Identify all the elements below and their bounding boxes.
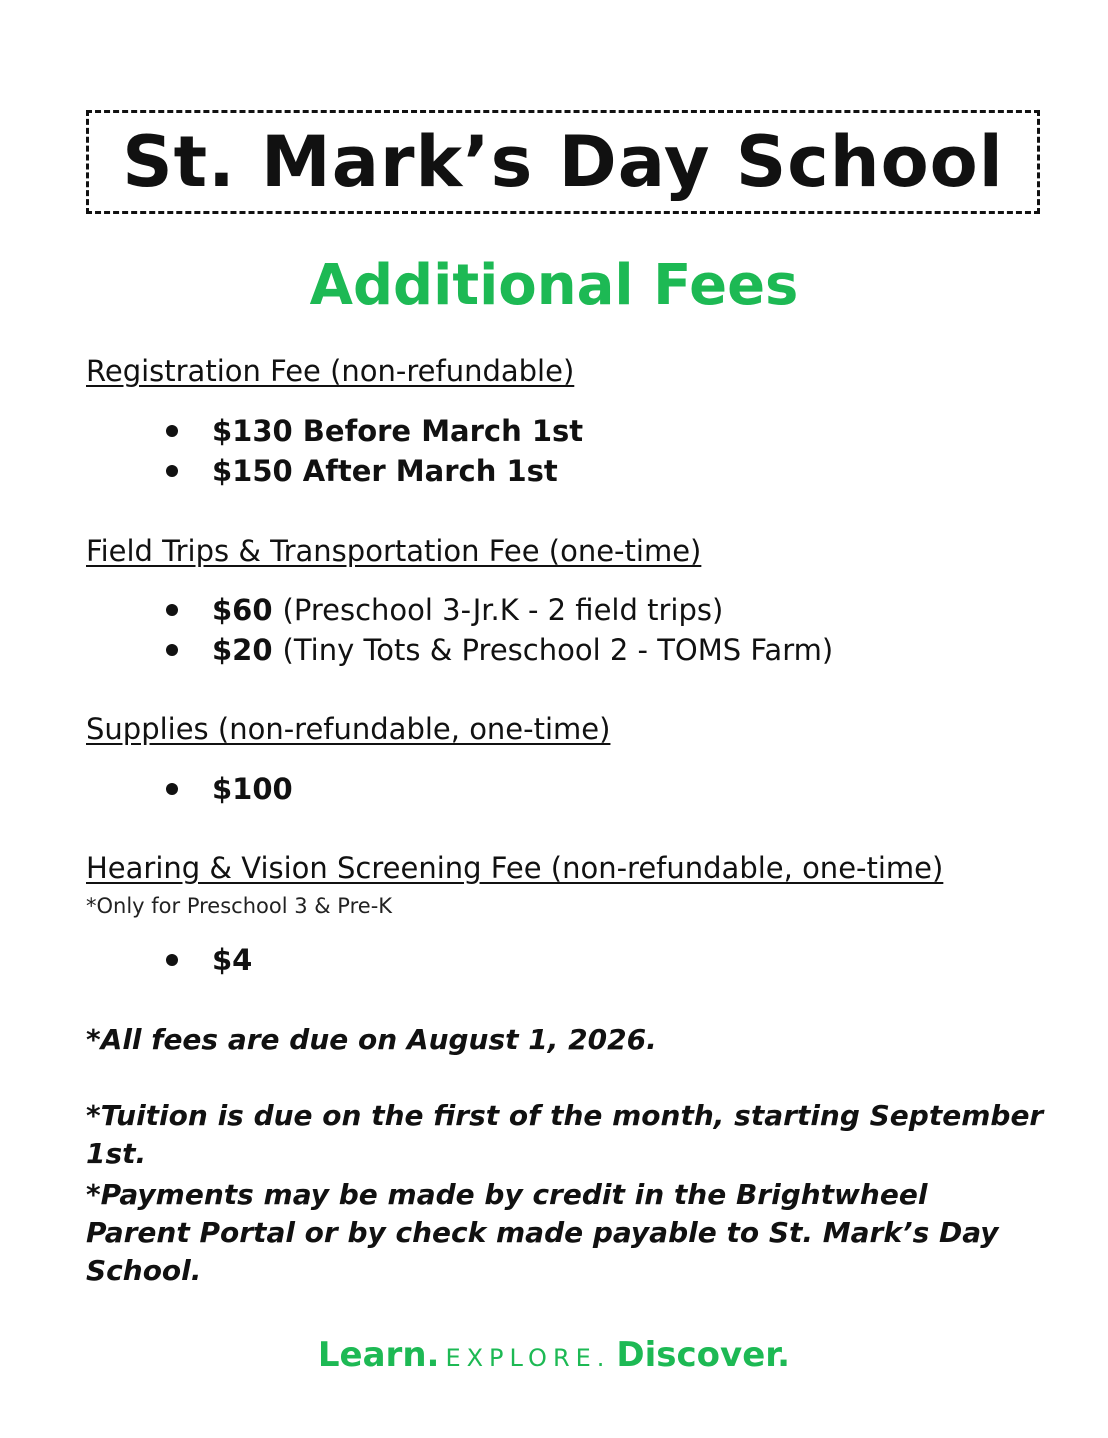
bullet-icon [166,604,178,616]
tagline-learn: Learn. [317,1335,440,1375]
list-item [160,940,252,980]
bullet-icon [166,954,178,966]
title-frame [86,110,1040,214]
tuition-due-note: *Tuition is due on the first of the month, starting September 1st. [86,1099,1044,1170]
field-trips-list [160,590,833,670]
fee-detail: (Tiny Tots & Preschool 2 - TOMS Farm) [282,633,834,667]
tagline-explore: EXPLORE. [445,1344,611,1372]
bullet-icon [166,425,178,437]
bullet-icon [166,644,178,656]
fee-amount: $100 [212,772,293,806]
screening-note: *Only for Preschool 3 & Pre-K [86,894,393,918]
list-item [160,451,583,491]
list-item [160,590,833,630]
bullet-icon [166,465,178,477]
screening-list [160,940,252,980]
fee-amount: $20 [212,633,273,667]
tagline [0,1335,1108,1375]
tagline-discover: Discover. [616,1335,791,1375]
list-item [160,411,583,451]
supplies-list [160,769,293,809]
list-item [160,630,833,670]
registration-heading: Registration Fee (non-refundable) [86,354,575,388]
field-trips-heading: Field Trips & Transportation Fee (one-time) [86,534,702,568]
school-name: St. Mark’s Day School [122,121,1004,203]
fee-amount: $4 [212,943,253,977]
fees-due-note: *All fees are due on August 1, 2026. [86,1023,657,1056]
payments-note: *Payments may be made by credit in the Brightwheel Parent Portal or by check made payable to St. Mark’s Day School. [86,1178,999,1287]
fee-amount: $150 After March 1st [212,454,558,488]
page-subtitle: Additional Fees [309,253,799,318]
fee-amount: $130 Before March 1st [212,414,584,448]
bullet-icon [166,783,178,795]
fee-detail: (Preschool 3-Jr.K - 2 field trips) [282,593,724,627]
list-item [160,769,293,809]
screening-heading: Hearing & Vision Screening Fee (non-refundable, one-time) [86,851,944,885]
fee-amount: $60 [212,593,273,627]
supplies-heading: Supplies (non-refundable, one-time) [86,712,611,746]
registration-list [160,411,583,491]
